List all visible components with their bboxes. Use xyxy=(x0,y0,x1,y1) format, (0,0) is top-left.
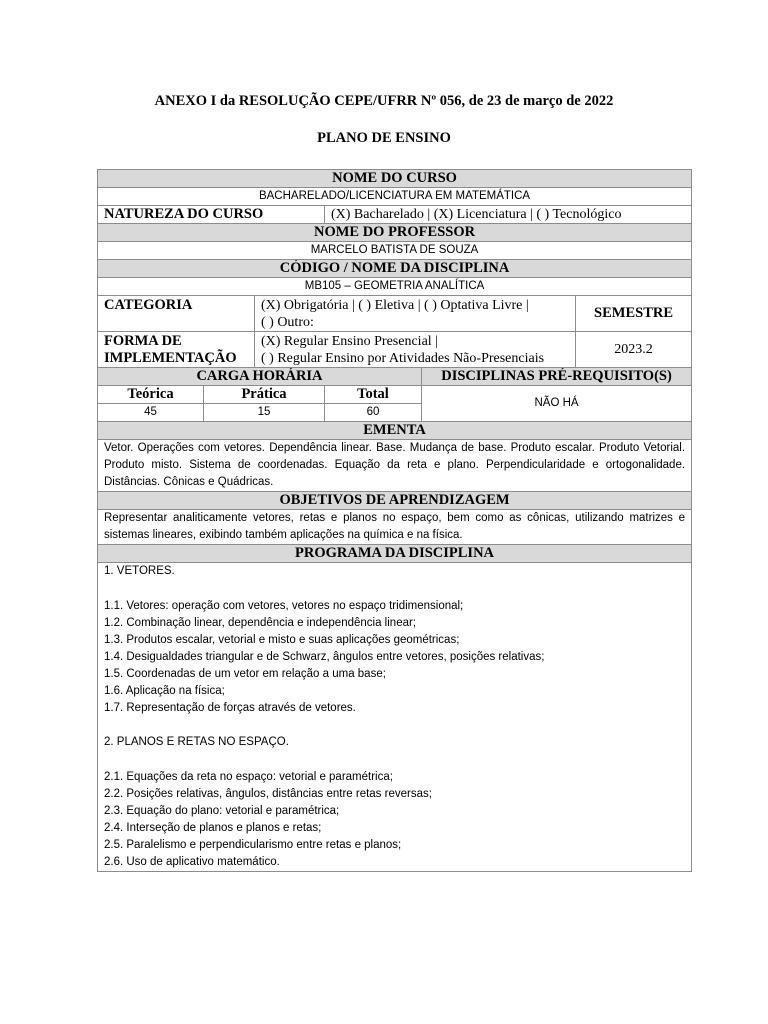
workload-header-total: Total xyxy=(325,386,422,404)
program-item: 1.3. Produtos escalar, vetorial e misto e suas aplicações geométricas; xyxy=(104,633,460,646)
program-item: 2.6. Uso de aplicativo matemático. xyxy=(104,855,280,868)
discipline-name: MB105 – GEOMETRIA ANALÍTICA xyxy=(98,278,692,296)
professor-name: MARCELO BATISTA DE SOUZA xyxy=(98,242,692,260)
implementation-options-line1: (X) Regular Ensino Presencial | xyxy=(261,334,438,349)
category-options xyxy=(255,296,576,332)
professor-section-header: NOME DO PROFESSOR xyxy=(98,224,692,242)
workload-total-hours: 60 xyxy=(325,404,422,422)
program-unit2-title: 2. PLANOS E RETAS NO ESPAÇO. xyxy=(104,736,289,748)
program-item: 1.6. Aplicação na física; xyxy=(104,684,225,697)
program-item: 1.7. Representação de forças através de vetores. xyxy=(104,701,356,714)
objectives-text: Representar analiticamente vetores, retas e planos no espaço, bem como as cônicas, utilizando matrizes e sistemas lineares, exibindo também aplicações na química e na física. xyxy=(98,510,692,545)
implementation-options-line2: ( ) Regular Ensino por Atividades Não-Presenciais xyxy=(261,351,545,366)
workload-theory-hours: 45 xyxy=(98,404,204,422)
objectives-section-header: OBJETIVOS DE APRENDIZAGEM xyxy=(98,492,692,510)
prerequisites-section-header: DISCIPLINAS PRÉ-REQUISITO(S) xyxy=(422,368,692,386)
category-options-line2: ( ) Outro: xyxy=(261,315,314,330)
ementa-section-header: EMENTA xyxy=(98,422,692,440)
program-content xyxy=(98,563,692,872)
implementation-label-line1: FORMA DE xyxy=(104,333,182,349)
workload-section-header: CARGA HORÁRIA xyxy=(98,368,422,386)
program-item: 2.3. Equação do plano: vetorial e paramétrica; xyxy=(104,804,340,817)
program-item: 2.2. Posições relativas, ângulos, distâncias entre retas reversas; xyxy=(104,787,432,800)
prerequisites-value: NÃO HÁ xyxy=(422,386,692,422)
annex-heading: ANEXO I da RESOLUÇÃO CEPE/UFRR Nº 056, de 23 de março de 2022 xyxy=(154,93,614,109)
workload-header-practice: Prática xyxy=(204,386,325,404)
program-item: 1.4. Desigualdades triangular e de Schwarz, ângulos entre vetores, posições relativas; xyxy=(104,650,545,663)
program-item: 1.5. Coordenadas de um vetor em relação a uma base; xyxy=(104,667,386,680)
implementation-label xyxy=(98,332,255,368)
semester-label: SEMESTRE xyxy=(576,296,692,332)
implementation-label-line2: IMPLEMENTAÇÃO xyxy=(104,350,237,366)
discipline-section-header: CÓDIGO / NOME DA DISCIPLINA xyxy=(98,260,692,278)
workload-practice-hours: 15 xyxy=(204,404,325,422)
program-section-header: PROGRAMA DA DISCIPLINA xyxy=(98,545,692,563)
program-item: 2.5. Paralelismo e perpendicularismo entre retas e planos; xyxy=(104,838,402,851)
course-name: BACHARELADO/LICENCIATURA EM MATEMÁTICA xyxy=(98,188,692,206)
semester-value: 2023.2 xyxy=(576,332,692,368)
workload-header-theory: Teórica xyxy=(98,386,204,404)
teaching-plan-table xyxy=(97,169,692,872)
implementation-options xyxy=(255,332,576,368)
plan-title: PLANO DE ENSINO xyxy=(317,130,451,146)
program-item: 1.2. Combinação linear, dependência e independência linear; xyxy=(104,616,417,629)
category-options-line1: (X) Obrigatória | ( ) Eletiva | ( ) Optativa Livre | xyxy=(261,298,529,313)
program-item: 1.1. Vetores: operação com vetores, vetores no espaço tridimensional; xyxy=(104,599,464,612)
course-nature-label: NATUREZA DO CURSO xyxy=(98,206,325,224)
course-section-header: NOME DO CURSO xyxy=(98,170,692,188)
category-label: CATEGORIA xyxy=(98,296,255,332)
course-nature-value: (X) Bacharelado | (X) Licenciatura | ( ) Tecnológico xyxy=(325,206,692,224)
program-item: 2.1. Equações da reta no espaço: vetorial e paramétrica; xyxy=(104,770,393,783)
program-unit1-title: 1. VETORES. xyxy=(104,565,175,577)
ementa-text: Vetor. Operações com vetores. Dependência linear. Base. Mudança de base. Produto escalar. Produto Vetorial. Produto misto. Sistema de coordenadas. Equação da reta e plano. Perpendicularidade e ortogonalidade. Distâncias. Cônicas e Quádricas. xyxy=(98,440,692,492)
program-item: 2.4. Interseção de planos e planos e retas; xyxy=(104,821,322,834)
